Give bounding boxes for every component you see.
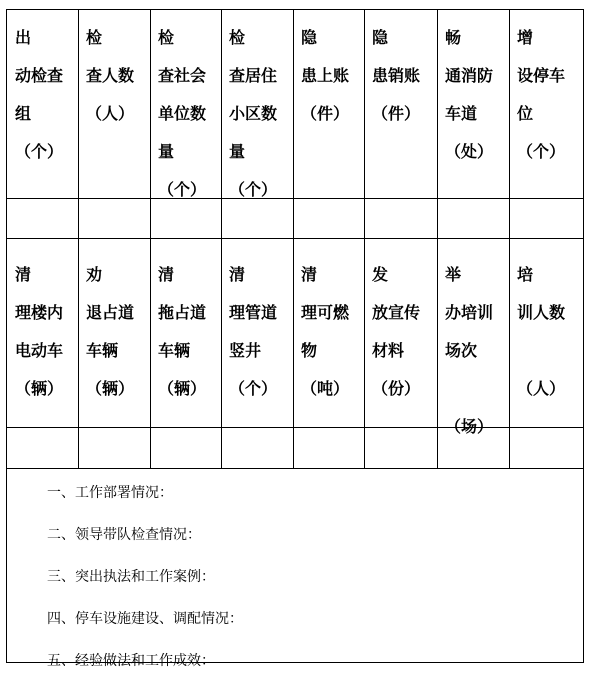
empty-data-cell[interactable] xyxy=(437,198,509,238)
header-text: 检 xyxy=(158,28,175,47)
header-text: 出 xyxy=(15,28,32,47)
grid-line xyxy=(7,238,583,239)
header-text: 组 xyxy=(15,104,32,123)
column-header xyxy=(150,238,221,427)
column-header xyxy=(509,238,583,427)
header-text: 量 xyxy=(229,142,246,161)
grid-line xyxy=(437,10,438,468)
header-text: 理管道 xyxy=(229,303,278,322)
header-text: 车辆 xyxy=(158,341,191,360)
header-text: 竖井 xyxy=(229,341,262,360)
empty-data-cell[interactable] xyxy=(509,198,583,238)
header-text xyxy=(445,370,501,408)
header-text: 查人数 xyxy=(86,66,135,85)
header-text: 增 xyxy=(517,28,534,47)
header-text: 隐 xyxy=(301,28,318,47)
header-text: （人） xyxy=(86,104,135,123)
summary-item: 四、停车设施建设、调配情况： xyxy=(47,611,243,627)
header-text: 量 xyxy=(158,142,175,161)
header-text: （吨） xyxy=(301,379,350,398)
header-text: 理可燃 xyxy=(301,303,350,322)
grid-line xyxy=(7,468,583,469)
header-text: 拖占道 xyxy=(158,303,207,322)
header-text: 车辆 xyxy=(86,341,119,360)
header-text: 理楼内 xyxy=(15,303,64,322)
header-text: 培 xyxy=(517,265,534,284)
header-text: （件） xyxy=(372,104,421,123)
header-text: 动检查 xyxy=(15,66,64,85)
header-text: （辆） xyxy=(158,379,207,398)
header-text: 隐 xyxy=(372,28,389,47)
column-header xyxy=(78,10,150,198)
summary-item: 三、突出执法和工作案例： xyxy=(47,569,215,585)
grid-line xyxy=(221,10,222,468)
header-text: 退占道 xyxy=(86,303,135,322)
header-text: （辆） xyxy=(86,379,135,398)
header-text: 训人数 xyxy=(517,303,566,322)
summary-item: 二、领导带队检查情况： xyxy=(47,527,201,543)
report-form xyxy=(6,9,584,669)
header-text: 车道 xyxy=(445,104,478,123)
empty-data-cell[interactable] xyxy=(509,427,583,468)
column-header xyxy=(78,238,150,427)
summary-item: 一、工作部署情况： xyxy=(47,485,173,501)
column-header xyxy=(364,10,437,198)
header-text: 清 xyxy=(158,265,175,284)
header-text: 通消防 xyxy=(445,66,494,85)
empty-data-cell[interactable] xyxy=(364,198,437,238)
empty-data-cell[interactable] xyxy=(437,427,509,468)
header-text: （个） xyxy=(15,142,64,161)
header-text: （个） xyxy=(158,180,207,199)
column-header xyxy=(437,10,509,198)
header-text: 办培训 xyxy=(445,303,494,322)
column-header xyxy=(437,238,509,436)
header-text: 物 xyxy=(301,341,318,360)
empty-data-cell[interactable] xyxy=(150,198,221,238)
header-text: 场次 xyxy=(445,341,478,360)
header-text: （份） xyxy=(372,379,421,398)
header-text: 患销账 xyxy=(372,66,421,85)
empty-data-cell[interactable] xyxy=(293,198,364,238)
header-text: （个） xyxy=(229,379,278,398)
column-header xyxy=(293,238,364,427)
empty-data-cell[interactable] xyxy=(150,427,221,468)
header-text: 劝 xyxy=(86,265,103,284)
header-text: （人） xyxy=(517,379,566,398)
header-text: （件） xyxy=(301,104,350,123)
grid-line xyxy=(509,10,510,468)
column-header xyxy=(364,238,437,427)
header-text: （处） xyxy=(445,142,494,161)
header-text: 放宣传 xyxy=(372,303,421,322)
summary-section xyxy=(7,470,583,680)
column-header xyxy=(293,10,364,198)
header-text: 畅 xyxy=(445,28,462,47)
header-text: 单位数 xyxy=(158,104,207,123)
header-text: 发 xyxy=(372,265,389,284)
column-header xyxy=(221,238,293,427)
grid-line xyxy=(78,10,79,468)
header-text: 清 xyxy=(229,265,246,284)
header-text: 电动车 xyxy=(15,341,64,360)
empty-data-cell[interactable] xyxy=(7,427,78,468)
header-text: 查居住 xyxy=(229,66,278,85)
header-text: （辆） xyxy=(15,379,64,398)
header-text: 清 xyxy=(15,265,32,284)
header-text: 举 xyxy=(445,265,462,284)
header-text: 检 xyxy=(86,28,103,47)
empty-data-cell[interactable] xyxy=(293,427,364,468)
header-text: 查社会 xyxy=(158,66,207,85)
column-header xyxy=(221,10,293,198)
grid-line xyxy=(150,10,151,468)
grid-line xyxy=(293,10,294,468)
empty-data-cell[interactable] xyxy=(78,198,150,238)
empty-data-cell[interactable] xyxy=(7,198,78,238)
header-text: （个） xyxy=(229,180,278,199)
empty-data-cell[interactable] xyxy=(78,427,150,468)
header-text: （场） xyxy=(445,417,494,436)
summary-item: 五、经验做法和工作成效： xyxy=(47,653,215,669)
header-text: （个） xyxy=(517,142,566,161)
column-header xyxy=(7,10,78,198)
header-text: 患上账 xyxy=(301,66,350,85)
header-text: 位 xyxy=(517,104,534,123)
header-text xyxy=(517,332,575,370)
column-header xyxy=(7,238,78,427)
empty-data-cell[interactable] xyxy=(221,427,293,468)
column-header xyxy=(150,10,221,198)
empty-data-cell[interactable] xyxy=(221,198,293,238)
header-text: 设停车 xyxy=(517,66,566,85)
header-text: 检 xyxy=(229,28,246,47)
header-text: 小区数 xyxy=(229,104,278,123)
header-text: 材料 xyxy=(372,341,405,360)
grid-line xyxy=(364,10,365,468)
column-header xyxy=(509,10,583,198)
empty-data-cell[interactable] xyxy=(364,427,437,468)
header-text: 清 xyxy=(301,265,318,284)
